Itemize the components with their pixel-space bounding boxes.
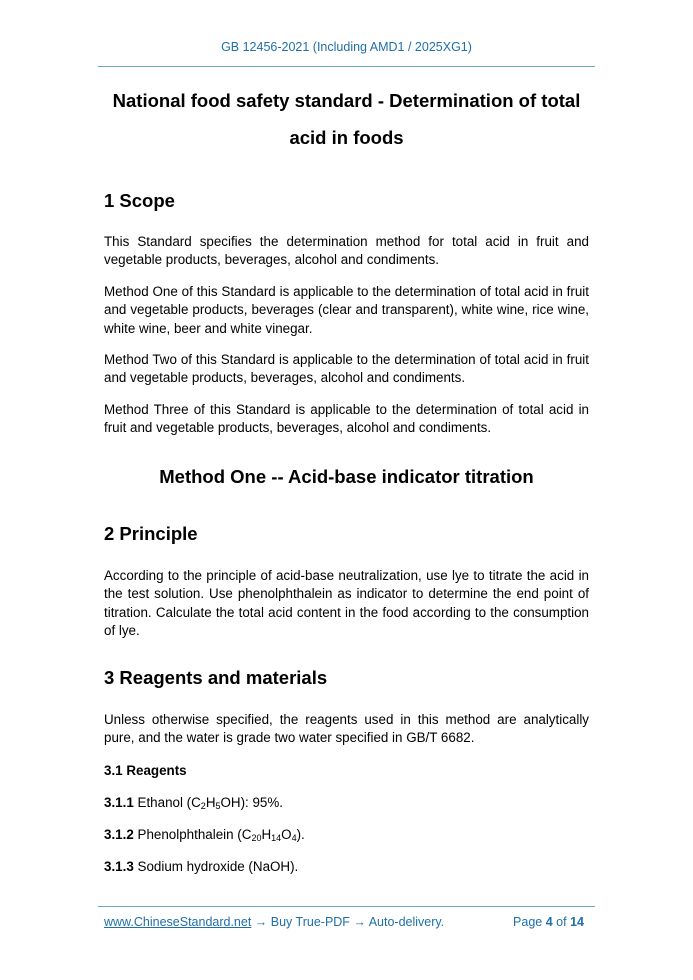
scope-paragraph: Method Two of this Standard is applicable to the determination of total acid in fruit and vegetable products, beverages, alcohol and condiments.: [104, 352, 589, 386]
reagent-item-number: 3.1.2: [104, 827, 134, 842]
reagents-subheading: 3.1 Reagents: [104, 763, 187, 778]
reagent-item: 3.1.2 Phenolphthalein $(C_{20}H_{14}O_4)$.: [104, 827, 305, 843]
footer-rule: [98, 906, 595, 907]
principle-heading: 2 Principle: [104, 523, 198, 544]
scope-paragraph: Method Three of this Standard is applicable to the determination of total acid in fruit and vegetable products, beverages, alcohol and condiments.: [104, 402, 589, 436]
scope-heading: 1 Scope: [104, 190, 175, 211]
reagent-item: 3.1.3 Sodium hydroxide (NaOH).: [104, 859, 299, 874]
website-link[interactable]: www.ChineseStandard.net: [104, 915, 252, 929]
footer-delivery-text: → Auto-delivery.: [353, 915, 445, 929]
reagent-item-number: 3.1.3: [104, 859, 134, 874]
document-title: [98, 82, 595, 156]
page-footer: [104, 915, 584, 929]
scope-paragraph: Method One of this Standard is applicable to the determination of total acid in fruit and vegetable products, beverages (clear and transparent), white wine, rice wine, white wine, beer and white vinegar.: [104, 284, 589, 336]
scope-paragraph: This Standard specifies the determination method for total acid in fruit and vegetable products, beverages, alcohol and condiments.: [104, 234, 589, 268]
reagents-paragraph: Unless otherwise specified, the reagents used in this method are analytically pure, and the water is grade two water specified in GB/T 6682.: [104, 712, 589, 746]
footer-buy-text: → Buy True-PDF: [251, 915, 354, 929]
header-rule: [98, 66, 595, 67]
reagent-item-number: 3.1.1: [104, 795, 134, 810]
current-page-number: 4: [545, 915, 553, 929]
reagent-item: 3.1.1 Ethanol $(C_2H_5OH)$: 95%.: [104, 795, 284, 811]
method-one-title: Method One -- Acid-base indicator titration: [159, 466, 534, 487]
document-title-line2: acid in foods: [289, 127, 404, 148]
principle-paragraph: According to the principle of acid-base neutralization, use lye to titrate the acid in the test solution. Use phenolphthalein as indicator to determine the end point of titration. Calculate the total acid content in the food according to the consumption of lye.: [104, 568, 589, 638]
running-header: GB 12456-2021 (Including AMD1 / 2025XG1): [221, 40, 472, 54]
page-indicator: Page 4 of 14: [513, 915, 584, 929]
total-pages-number: 14: [570, 915, 584, 929]
document-title-line1: National food safety standard - Determination of total: [112, 90, 581, 111]
reagents-heading: 3 Reagents and materials: [104, 667, 328, 688]
